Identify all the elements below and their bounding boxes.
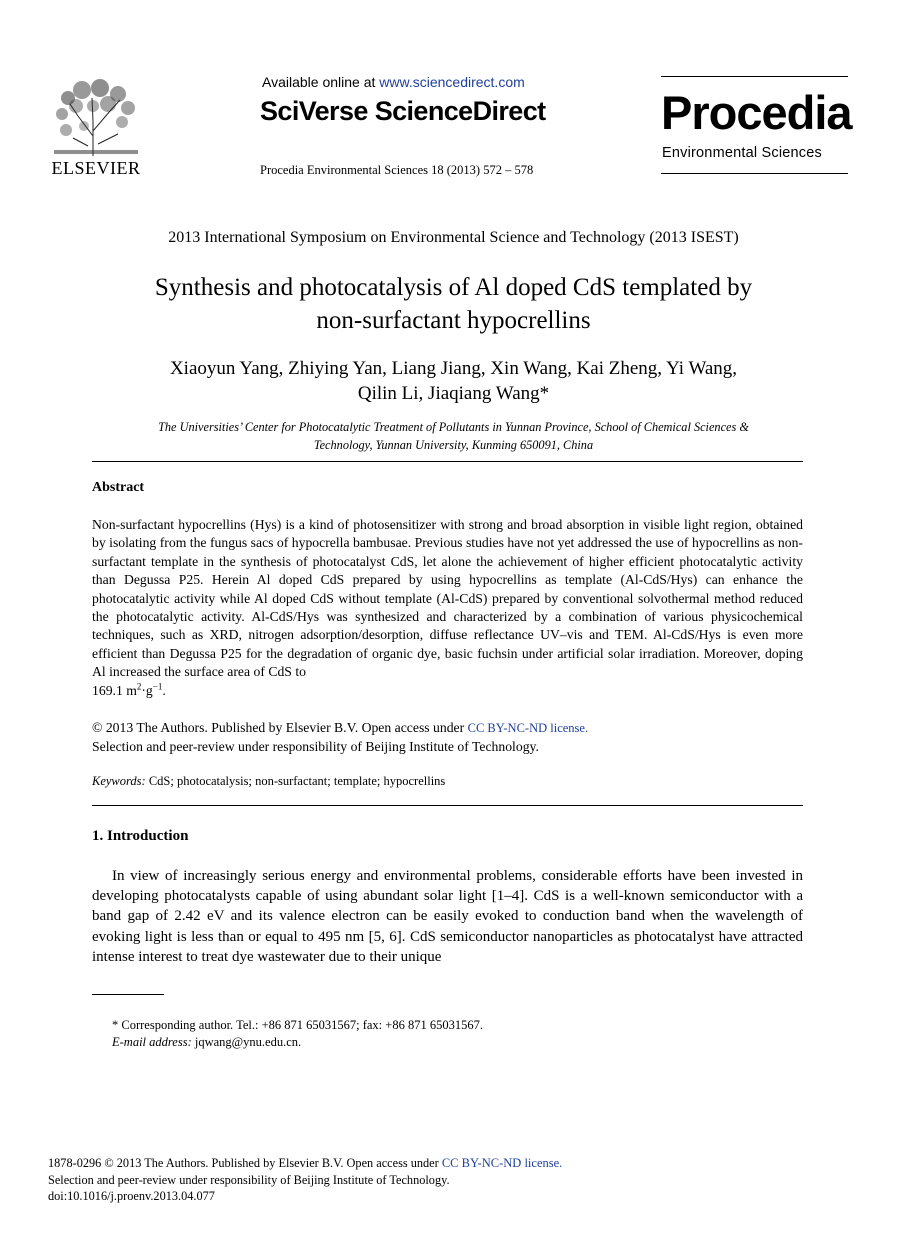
affiliation-line-2: Technology, Yunnan University, Kunming 650091, China xyxy=(313,438,594,452)
copyright-text: © 2013 The Authors. Published by Elsevier B.V. Open access under xyxy=(92,720,468,735)
area-end: . xyxy=(162,682,166,698)
footer-license-link[interactable]: CC BY-NC-ND license. xyxy=(441,1156,563,1170)
surface-area-value: 169.1 m xyxy=(92,682,137,698)
page-footer xyxy=(48,1155,562,1205)
title-line-2: non-surfactant hypocrellins xyxy=(316,307,591,334)
area-exponent-1: 2 xyxy=(136,681,142,692)
section-heading-introduction: 1. Introduction xyxy=(92,828,189,844)
abstract-text xyxy=(92,516,803,700)
footer-peer-review: Selection and peer-review under responsibility of Beijing Institute of Technology. xyxy=(48,1172,450,1187)
footnote xyxy=(112,1017,483,1050)
area-exponent-2: −1 xyxy=(152,681,163,692)
corresponding-author: * Corresponding author. Tel.: +86 871 65031567; fax: +86 871 65031567. xyxy=(112,1018,483,1032)
keywords-label: Keywords: xyxy=(92,774,146,788)
journal-logo xyxy=(661,76,852,175)
doi[interactable]: doi:10.1016/j.proenv.2013.04.077 xyxy=(48,1189,215,1204)
divider-bottom xyxy=(92,805,803,806)
title-line-1: Synthesis and photocatalysis of Al doped CdS templated by xyxy=(154,274,753,301)
author-email[interactable]: jqwang@ynu.edu.cn. xyxy=(191,1034,302,1049)
journal-logo-name: Procedia xyxy=(661,86,852,139)
authors-line-2: Qilin Li, Jiaqiang Wang* xyxy=(357,383,550,404)
peer-review-statement: Selection and peer-review under responsibility of Beijing Institute of Technology. xyxy=(92,738,539,754)
logo-top-rule xyxy=(661,76,848,77)
footnote-rule xyxy=(92,994,164,995)
keywords-list: CdS; photocatalysis; non-surfactant; template; hypocrellins xyxy=(145,774,446,788)
authors-line-1: Xiaoyun Yang, Zhiying Yan, Liang Jiang, Xin Wang, Kai Zheng, Yi Wang, xyxy=(169,358,738,379)
publisher-name: ELSEVIER xyxy=(51,158,141,178)
divider-top xyxy=(92,461,803,462)
area-unit-mid: ·g xyxy=(141,682,153,698)
issn-copyright: 1878-0296 © 2013 The Authors. Published by Elsevier B.V. Open access under xyxy=(48,1156,442,1170)
platform-logo: SciVerse ScienceDirect xyxy=(260,96,546,126)
available-prefix: Available online at xyxy=(262,74,380,90)
abstract-heading: Abstract xyxy=(92,480,145,495)
abstract-paragraph: Non-surfactant hypocrellins (Hys) is a kind of photosensitizer with strong and broad absorption in visible light region, obtained by isolating from the fungus sacs of hypocrella bambusae. Previous studies have not yet addressed the use of hypocrellins as non-surfactant template in the synthesis of photocatalyst CdS, let alone the achievement of higher efficient photocatalytic activity than Degussa P25. Herein Al doped CdS prepared by using hypocrellins as template (Al-CdS/Hys) can enhance the photocatalytic activity while Al doped CdS without template (Al-CdS) prepared by conventional solvothermal method reduced the photocatalytic activity. Al-CdS/Hys was synthesized and characterized by a combination of various physicochemical techniques, such as XRD, nitrogen adsorption/desorption, diffuse reflectance UV–vis and TEM. Al-CdS/Hys is even more efficient than Degussa P25 for the degradation of organic dye, basic fuchsin under artificial solar irradiation. Moreover, doping Al increased the surface area of CdS to xyxy=(92,517,803,680)
journal-reference: Procedia Environmental Sciences 18 (2013) 572 – 578 xyxy=(260,163,534,177)
sciencedirect-link[interactable]: www.sciencedirect.com xyxy=(379,74,525,90)
article-title xyxy=(60,271,847,337)
affiliation-line-1: The Universities’ Center for Photocatalytic Treatment of Pollutants in Yunnan Province, School of Chemical Sciences & xyxy=(158,420,749,434)
logo-bottom-rule xyxy=(661,173,848,174)
keywords xyxy=(92,774,445,789)
author-list xyxy=(60,356,847,406)
copyright-block xyxy=(92,719,803,755)
conference-name: 2013 International Symposium on Environmental Science and Technology (2013 ISEST) xyxy=(168,229,739,246)
introduction-text: In view of increasingly serious energy and environmental problems, considerable efforts have been invested in developing photocatalysts capable of using abundant solar light [1–4]. CdS is a well-known semiconductor with a band gap of 2.42 eV and its valence electron can be easily evoked to conduction band when the wavelength of evoking light is less than or equal to 495 nm [5, 6]. CdS semiconductor nanoparticles as photocatalyst have attracted intense interest to treat dye wastewater due to their unique xyxy=(92,868,803,965)
availability-line xyxy=(262,74,525,90)
journal-logo-subtitle: Environmental Sciences xyxy=(662,145,822,161)
license-link[interactable]: CC BY-NC-ND license. xyxy=(467,721,589,735)
email-label: E-mail address: xyxy=(112,1034,192,1049)
affiliation xyxy=(100,418,807,454)
